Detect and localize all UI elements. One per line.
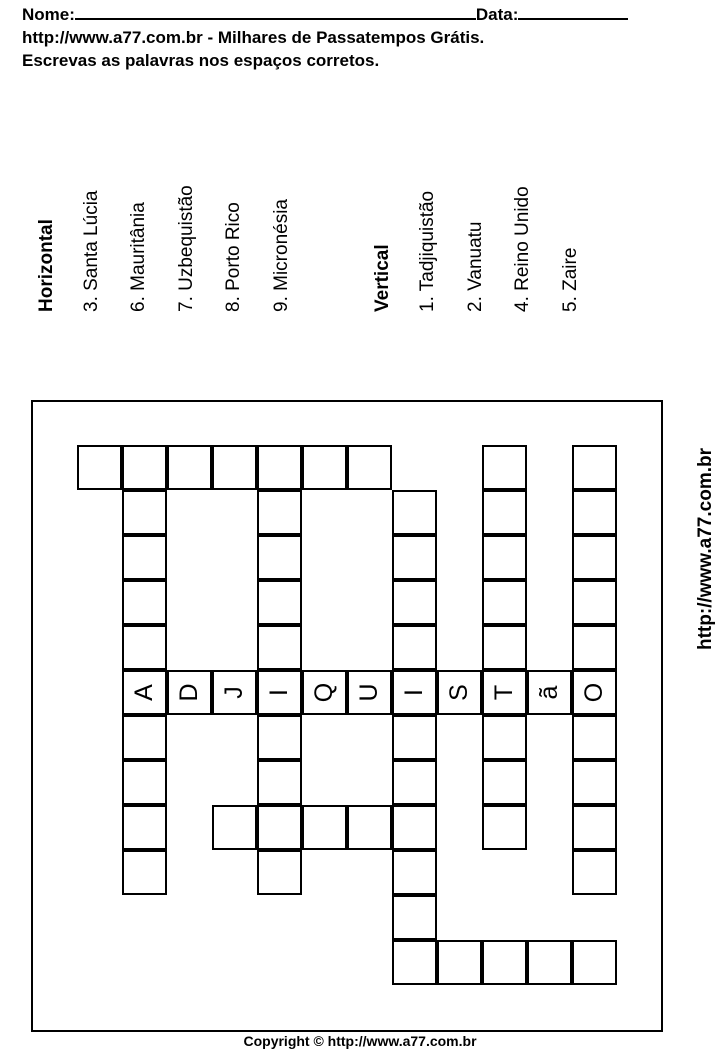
grid-cell[interactable] [572,625,617,670]
grid-cell[interactable] [572,670,617,715]
instruction: Escrevas as palavras nos espaços corretos. [22,51,380,70]
grid-cell[interactable] [257,445,302,490]
horizontal-clue: 7. Uzbequistão [176,185,197,312]
grid-letter: J [220,686,248,699]
grid-cell[interactable] [392,850,437,895]
grid-cell[interactable] [257,715,302,760]
grid-cell[interactable] [122,625,167,670]
grid-cell[interactable] [572,445,617,490]
grid-cell[interactable] [212,805,257,850]
grid-cell[interactable] [122,715,167,760]
date-blank[interactable] [518,3,628,20]
grid-letter: ã [535,685,563,700]
grid-letter: O [580,682,608,703]
grid-cell[interactable] [392,895,437,940]
grid-cell[interactable] [392,760,437,805]
grid-cell[interactable] [572,535,617,580]
grid-letter: T [490,684,518,701]
grid-letter: D [175,683,203,702]
name-label: Nome: [22,5,75,24]
grid-cell[interactable] [482,760,527,805]
grid-cell[interactable] [392,580,437,625]
grid-letter: I [265,689,293,696]
grid-cell[interactable] [482,670,527,715]
grid-cell[interactable] [122,445,167,490]
grid-cell[interactable] [482,490,527,535]
grid-cell[interactable] [257,490,302,535]
grid-cell[interactable] [257,670,302,715]
grid-cell[interactable] [347,670,392,715]
grid-cell[interactable] [437,940,482,985]
grid-cell[interactable] [392,625,437,670]
grid-cell[interactable] [302,670,347,715]
grid-cell[interactable] [392,490,437,535]
horizontal-clue: 9. Micronésia [271,199,292,312]
grid-letter: S [445,684,473,701]
vertical-clue: 5. Zaire [560,247,581,312]
name-blank[interactable] [75,3,476,20]
grid-cell[interactable] [257,760,302,805]
grid-letter: Q [310,682,338,703]
grid-cell[interactable] [572,940,617,985]
name-date-line [22,3,628,25]
grid-cell[interactable] [167,445,212,490]
grid-cell[interactable] [302,805,347,850]
grid-cell[interactable] [122,580,167,625]
vertical-title: Vertical [372,244,393,312]
grid-cell[interactable] [122,850,167,895]
grid-cell[interactable] [392,805,437,850]
grid-cell[interactable] [482,940,527,985]
copyright: Copyright © http://www.a77.com.br [243,1033,477,1049]
side-url: http://www.a77.com.br [695,448,716,650]
grid-cell[interactable] [392,940,437,985]
grid-cell[interactable] [437,670,482,715]
grid-cell[interactable] [392,535,437,580]
grid-cell[interactable] [482,805,527,850]
grid-cell[interactable] [482,535,527,580]
grid-cell[interactable] [122,490,167,535]
grid-cell[interactable] [167,670,212,715]
vertical-clue: 4. Reino Unido [512,186,533,312]
date-label: Data: [475,5,519,24]
grid-cell[interactable] [257,805,302,850]
grid-cell[interactable] [122,535,167,580]
grid-cell[interactable] [122,760,167,805]
grid-cell[interactable] [347,805,392,850]
horizontal-clue: 8. Porto Rico [223,202,244,312]
grid-cell[interactable] [572,490,617,535]
grid-cell[interactable] [77,445,122,490]
grid-letter: A [130,684,158,701]
vertical-clue: 2. Vanuatu [465,221,486,312]
grid-cell[interactable] [257,625,302,670]
horizontal-title: Horizontal [36,219,57,312]
grid-cell[interactable] [122,670,167,715]
grid-letter: I [400,689,428,696]
grid-cell[interactable] [257,580,302,625]
site-line: http://www.a77.com.br - Milhares de Passatempos Grátis. [22,28,485,47]
grid-cell[interactable] [572,805,617,850]
grid-cell[interactable] [572,580,617,625]
grid-cell[interactable] [257,535,302,580]
grid-cell[interactable] [572,760,617,805]
grid-cell[interactable] [122,805,167,850]
grid-cell[interactable] [212,670,257,715]
grid-cell[interactable] [482,625,527,670]
grid-cell[interactable] [482,580,527,625]
grid-cell[interactable] [347,445,392,490]
vertical-clue: 1. Tadjiquistão [417,190,438,312]
grid-cell[interactable] [482,445,527,490]
grid-cell[interactable] [527,940,572,985]
grid-cell[interactable] [392,715,437,760]
grid-cell[interactable] [257,850,302,895]
horizontal-clue: 3. Santa Lúcia [81,190,102,312]
grid-cell[interactable] [572,850,617,895]
horizontal-clue: 6. Mauritânia [128,202,149,312]
grid-letter: U [355,683,383,702]
grid-cell[interactable] [527,670,572,715]
grid-cell[interactable] [302,445,347,490]
grid-cell[interactable] [392,670,437,715]
grid-cell[interactable] [572,715,617,760]
grid-cell[interactable] [482,715,527,760]
grid-cell[interactable] [212,445,257,490]
